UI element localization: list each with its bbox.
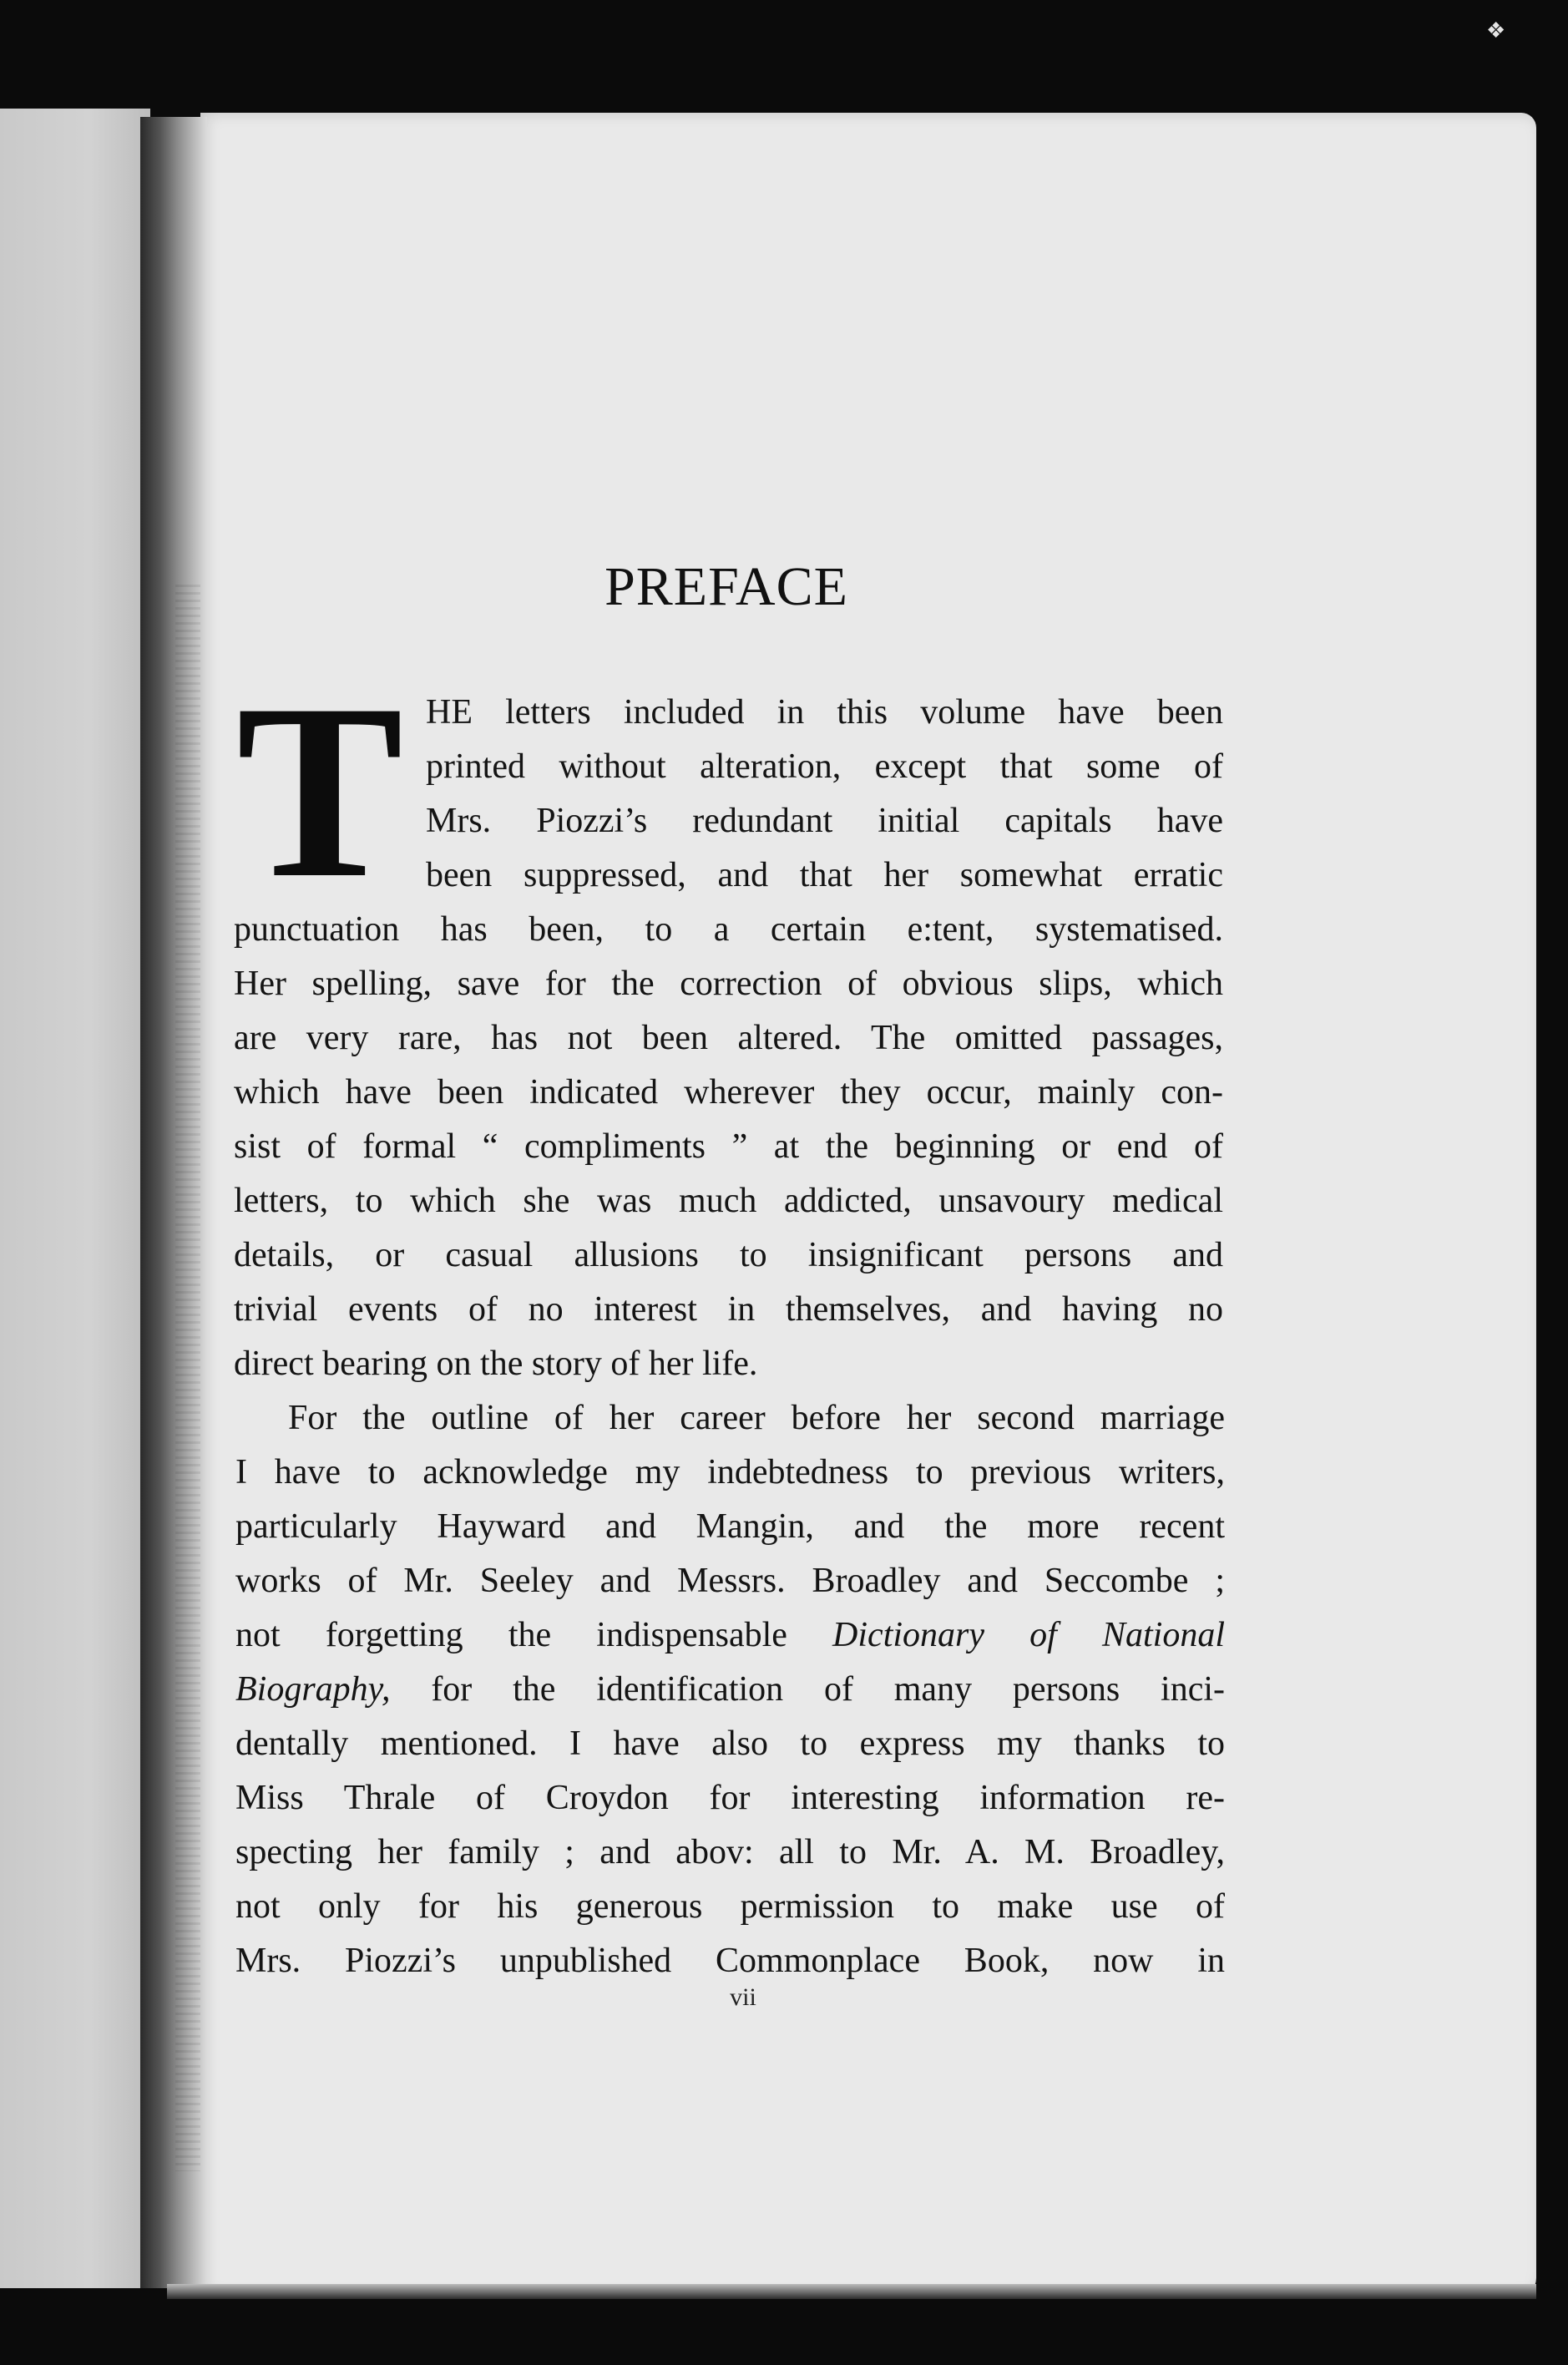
text-line: Mrs. Piozzi’s redundant initial capitals have [426, 802, 1223, 840]
text-line: Her spelling, save for the correction of obvious slips, which [234, 965, 1223, 1003]
text-line: direct bearing on the story of her life. [234, 1345, 758, 1383]
text-segment: not forgetting the indispensable [235, 1616, 833, 1654]
text-line: letters, to which she was much addicted, unsavoury medical [234, 1182, 1223, 1220]
text-line: HE letters included in this volume have been [426, 693, 1223, 732]
text-line: not only for his generous permission to make use of [235, 1887, 1225, 1926]
text-line: trivial events of no interest in themselves, and having no [234, 1290, 1223, 1329]
gutter-texture [175, 585, 200, 2171]
text-line: Miss Thrale of Croydon for interesting information re- [235, 1779, 1225, 1817]
page-bottom-edge [167, 2284, 1536, 2299]
text-line: dentally mentioned. I have also to express my thanks to [235, 1724, 1225, 1763]
italic-title: Biography, [235, 1670, 391, 1709]
text-line: printed without alteration, except that some of [426, 747, 1223, 786]
text-line: which have been indicated wherever they occur, mainly con- [234, 1073, 1223, 1112]
text-segment: for the identification of many persons inci- [390, 1670, 1225, 1709]
text-line: For the outline of her career before her second marriage [288, 1399, 1225, 1437]
text-line: specting her family ; and abov: all to Mr. A. M. Broadley, [235, 1833, 1225, 1871]
text-line: are very rare, has not been altered. The omitted passages, [234, 1019, 1223, 1057]
text-line: details, or casual allusions to insignificant persons and [234, 1236, 1223, 1274]
text-line: sist of formal “ compliments ” at the beginning or end of [234, 1127, 1223, 1166]
corner-mark: ❖ [1486, 18, 1506, 43]
page-title: PREFACE [604, 556, 848, 617]
page-number: vii [730, 1983, 756, 2011]
text-line: I have to acknowledge my indebtedness to previous writers, [235, 1453, 1225, 1491]
text-line: Mrs. Piozzi’s unpublished Commonplace Book, now in [235, 1942, 1225, 1980]
text-line [235, 1610, 1225, 1660]
drop-cap: T [236, 652, 404, 929]
text-line: particularly Hayward and Mangin, and the more recent [235, 1507, 1225, 1546]
text-line: been suppressed, and that her somewhat erratic [426, 856, 1223, 894]
facing-page-edge [0, 109, 150, 2288]
italic-title: Dictionary of National [832, 1616, 1225, 1654]
text-line: punctuation has been, to a certain e:tent, systematised. [234, 910, 1223, 949]
text-line: works of Mr. Seeley and Messrs. Broadley and Seccombe ; [235, 1562, 1225, 1600]
text-line [235, 1664, 1225, 1714]
